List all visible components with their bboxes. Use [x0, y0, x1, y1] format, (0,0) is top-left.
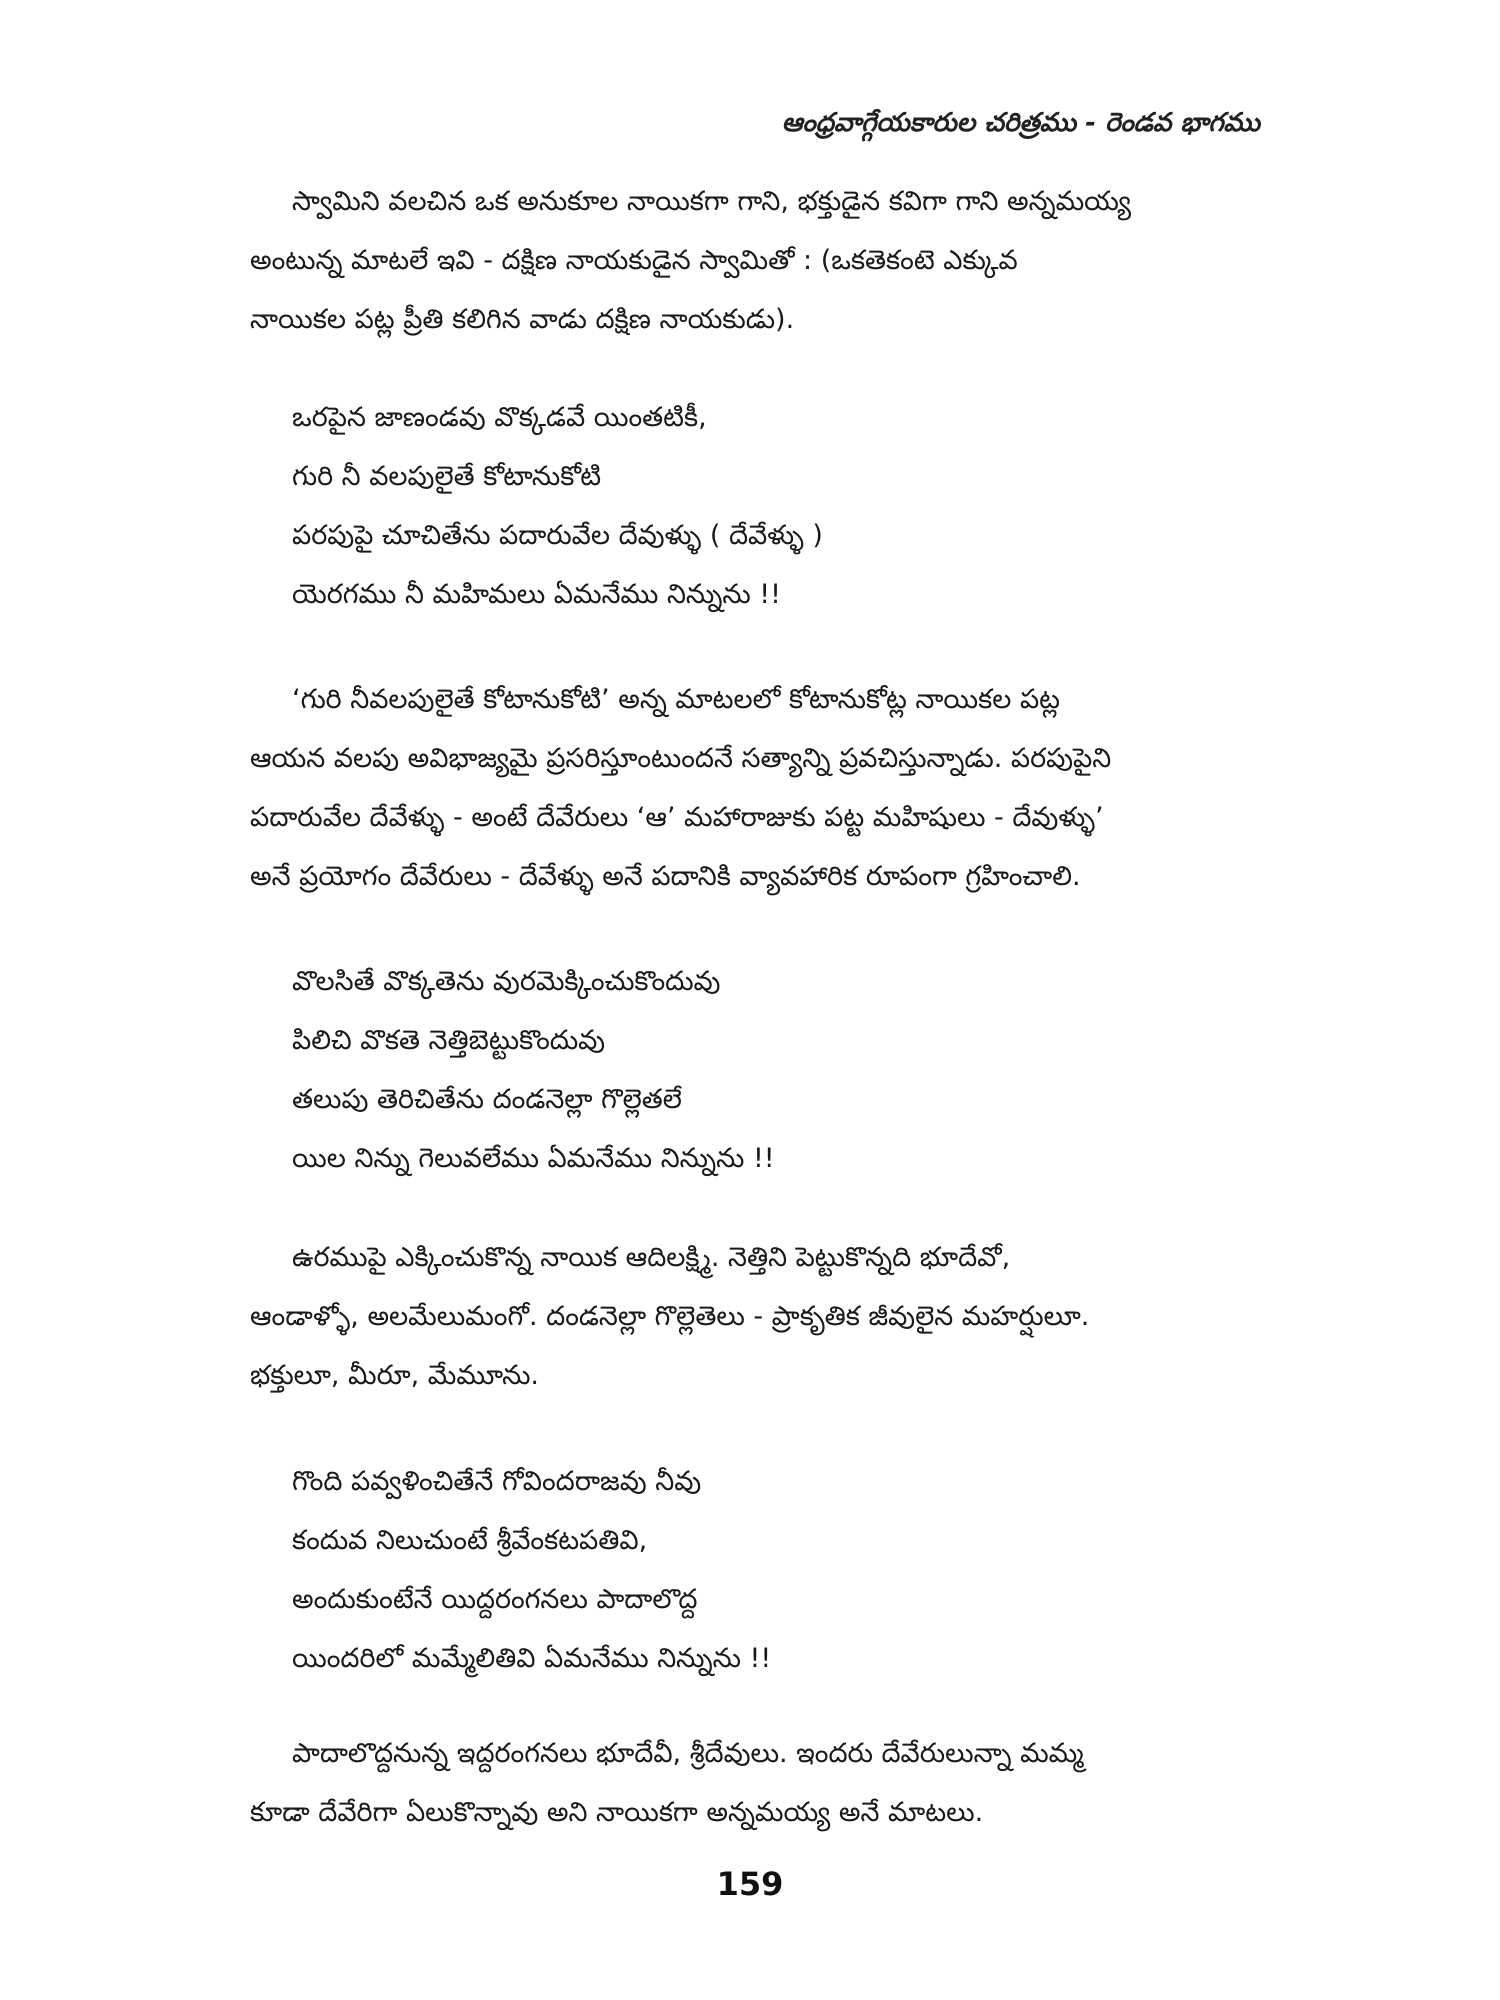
verse-line: తలుపు తెరిచితేను దండనెల్లా గొల్లెతలే [292, 1084, 682, 1115]
paragraph-line: స్వామిని వలచిన ఒక అనుకూల నాయికగా గాని, భక్తుడైన కవిగా గాని అన్నమయ్య [292, 186, 1131, 217]
paragraph-line: ‘గురి నీవలపులైతే కోటానుకోటి’ అన్న మాటలలో కోటానుకోట్ల నాయికల పట్ల [292, 684, 1061, 715]
paragraph-2 [250, 670, 1250, 906]
verse-line: పిలిచి వొకతె నెత్తిబెట్టుకొందువు [292, 1025, 606, 1056]
paragraph-3 [250, 1228, 1250, 1405]
paragraph-line: నాయికల పట్ల ప్రీతి కలిగిన వాడు దక్షిణ నాయకుడు). [250, 304, 795, 335]
verse-1 [250, 388, 1292, 624]
paragraph-1 [250, 172, 1250, 349]
verse-line: కందువ నిలుచుంటే శ్రీవేంకటపతివి, [292, 1525, 648, 1556]
verse-2 [250, 952, 1292, 1188]
verse-line: యిందరిలో మమ్మేలితివి ఏమనేము నిన్నును !! [292, 1643, 772, 1674]
page-number: 159 [716, 1865, 784, 1903]
paragraph-line: కూడా దేవేరిగా ఏలుకొన్నావు అని నాయికగా అన్నమయ్య అనే మాటలు. [250, 1797, 984, 1828]
verse-line: ఒరపైన జాణండవు వొక్కడవే యింతటికీ, [292, 402, 707, 433]
verse-3 [250, 1452, 1292, 1688]
paragraph-line: భక్తులూ, మీరూ, మేమూను. [250, 1360, 540, 1391]
verse-line: వొలసితే వొక్కతెను వురమెక్కించుకొందువు [292, 966, 721, 997]
verse-line: గొంది పవ్వళించితేనే గోవిందరాజవు నీవు [292, 1466, 702, 1497]
paragraph-line: ఆయన వలపు అవిభాజ్యమై ప్రసరిస్తూంటుందనే సత్యాన్ని ప్రవచిస్తున్నాడు. పరపుపైని [250, 743, 1112, 774]
paragraph-line: ఉరముపై ఎక్కించుకొన్న నాయిక ఆదిలక్ష్మి. నెత్తిని పెట్టుకొన్నది భూదేవో, [292, 1242, 1011, 1273]
verse-line: గురి నీ వలపులైతే కోటానుకోటి [292, 461, 602, 492]
paragraph-line: అనే ప్రయోగం దేవేరులు - దేవేళ్ళు అనే పదానికి వ్యావహారిక రూపంగా గ్రహించాలి. [250, 861, 1081, 892]
verse-line: యిల నిన్ను గెలువలేము ఏమనేము నిన్నును !! [292, 1143, 775, 1174]
running-header: ఆంధ్రవాగ్గేయకారుల చరిత్రము - రెండవ భాగము [781, 108, 1260, 138]
verse-line: యెరగము నీ మహిమలు ఏమనేము నిన్నును !! [292, 579, 781, 610]
paragraph-line: ఆండాళ్ళో, అలమేలుమంగో. దండనెల్లా గొల్లెతెలు - ప్రాకృతిక జీవులైన మహర్షులూ. [250, 1301, 1090, 1332]
verse-line: అందుకుంటేనే యిద్దరంగనలు పాదాలొద్ద [292, 1584, 698, 1615]
paragraph-line: అంటున్న మాటలే ఇవి - దక్షిణ నాయకుడైన స్వామితో : (ఒకతెకంటె ఎక్కువ [250, 245, 1018, 276]
paragraph-4 [250, 1724, 1250, 1842]
verse-line: పరపుపై చూచితేను పదారువేల దేవుళ్ళు ( దేవేళ్ళు ) [292, 520, 823, 551]
paragraph-line: పాదాలొద్దనున్న ఇద్దరంగనలు భూదేవీ, శ్రీదేవులు. ఇందరు దేవేరులున్నా మమ్మ [292, 1738, 1084, 1769]
paragraph-line: పదారువేల దేవేళ్ళు - అంటే దేవేరులు ‘ఆ’ మహారాజుకు పట్ట మహిషులు - దేవుళ్ళు’ [250, 802, 1104, 833]
